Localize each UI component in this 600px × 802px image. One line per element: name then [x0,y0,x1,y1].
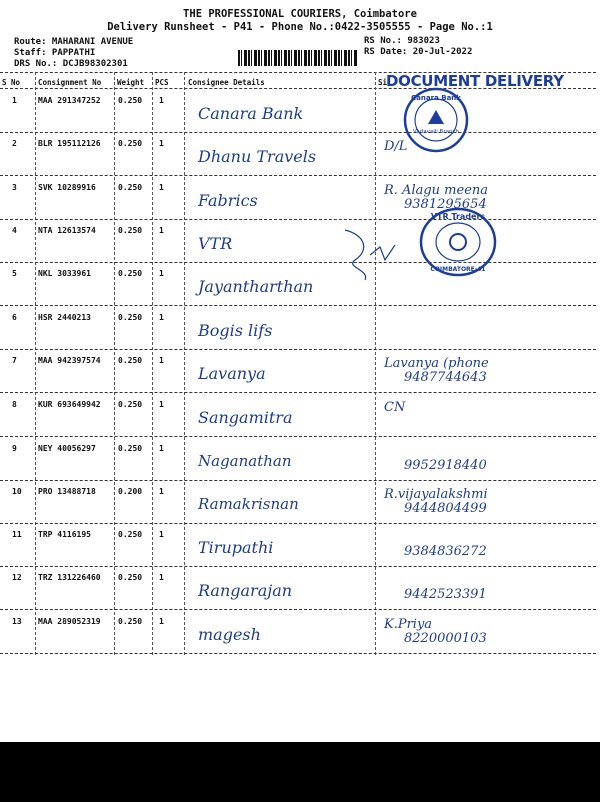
row-consignee: Bogis lifs [198,321,273,340]
rs-date-label: RS Date: 20-Jul-2022 [364,47,473,57]
row-weight: 0.250 [118,617,143,626]
row-consignee: Dhanu Travels [198,147,317,166]
col-sep [35,72,36,655]
row-pcs: 1 [159,487,164,496]
row-receiver: Lavanya (phone [384,356,489,371]
col-consignment: Consignment No [38,78,102,87]
col-weight: Weight [117,78,145,87]
row-receiver: K.Priya [384,617,433,632]
row-pcs: 1 [159,226,164,235]
row-sno: 6 [12,313,17,322]
traders-stamp-city: COIMBATORE-41 [430,266,486,273]
row-receiver-phone: 9487744643 [404,370,487,385]
row-weight: 0.250 [118,139,143,148]
row-consignment: HSR 2440213 [38,313,91,322]
row-pcs: 1 [159,356,164,365]
row-consignment: MAA 289052319 [38,617,101,626]
row-rule [0,219,596,220]
row-consignee: Sangamitra [198,408,293,427]
row-weight: 0.250 [118,356,143,365]
row-consignee: Lavanya [198,364,266,383]
row-consignment: KUR 693649942 [38,400,101,409]
row-consignee: Tirupathi [198,538,274,557]
row-consignee: Jayantharthan [198,277,314,296]
row-sno: 5 [12,269,17,278]
row-sno: 8 [12,400,17,409]
col-sno: S No [2,78,21,87]
row-rule [0,653,596,654]
row-consignee: Rangarajan [198,581,293,600]
row-weight: 0.250 [118,313,143,322]
barcode [238,50,358,66]
row-receiver-phone: 9442523391 [404,587,487,602]
row-receiver-phone: 8220000103 [404,631,487,646]
row-consignee: Ramakrisnan [198,495,299,513]
row-consignment: MAA 942397574 [38,356,101,365]
row-consignment: SVK 10289916 [38,183,96,192]
row-receiver-phone: 9384836272 [404,544,487,559]
row-consignee: Fabrics [198,191,258,210]
row-pcs: 1 [159,617,164,626]
runsheet-title: Delivery Runsheet - P41 - Phone No.:0422-3505555 - Page No.:1 [107,21,493,33]
row-weight: 0.250 [118,444,143,453]
row-receiver-phone: 9952918440 [404,458,487,473]
row-sno: 4 [12,226,17,235]
row-rule [0,609,596,610]
document-delivery-stamp: DOCUMENT DELIVERY [386,72,564,90]
row-consignee: VTR [198,234,233,253]
row-rule [0,480,596,481]
col-sep [184,72,185,655]
row-rule [0,349,596,350]
bank-stamp [402,86,470,154]
row-sno: 10 [12,487,22,496]
row-pcs: 1 [159,269,164,278]
row-sno: 2 [12,139,17,148]
traders-logo-icon [450,234,466,250]
row-sno: 3 [12,183,17,192]
runsheet-header [0,8,600,34]
row-pcs: 1 [159,96,164,105]
rs-no-label: RS No.: 983023 [364,36,440,46]
row-rule [0,262,596,263]
drs-label: DRS No.: DCJB98302301 [14,59,128,69]
row-receiver-phone: 9381295654 [404,197,487,212]
col-sep [375,72,376,655]
row-weight: 0.200 [118,487,143,496]
row-consignment: NEY 40056297 [38,444,96,453]
row-pcs: 1 [159,444,164,453]
staff-label: Staff: PAPPATHI [14,48,96,58]
row-rule [0,175,596,176]
bank-stamp-branch: Vadavalli Branch [413,129,459,135]
signature-scribble [340,225,400,285]
row-rule [0,436,596,437]
row-rule [0,132,596,133]
row-pcs: 1 [159,530,164,539]
route-label: Route: MAHARANI AVENUE [14,37,134,47]
row-weight: 0.250 [118,96,143,105]
col-sep [152,72,153,655]
row-receiver: R.vijayalakshmi [384,487,488,502]
row-pcs: 1 [159,183,164,192]
row-receiver: R. Alagu meena [384,183,489,198]
col-sign: Si [378,78,388,87]
row-sno: 12 [12,573,22,582]
row-sno: 9 [12,444,17,453]
row-weight: 0.250 [118,400,143,409]
row-rule [0,523,596,524]
row-sno: 7 [12,356,17,365]
row-weight: 0.250 [118,226,143,235]
row-consignment: BLR 195112126 [38,139,101,148]
row-pcs: 1 [159,573,164,582]
traders-stamp [418,206,498,278]
row-pcs: 1 [159,139,164,148]
row-consignment: TRZ 131226460 [38,573,101,582]
row-sno: 1 [12,96,17,105]
row-sno: 13 [12,617,22,626]
col-details: Consignee Details [188,78,265,87]
row-consignment: MAA 291347252 [38,96,101,105]
bank-stamp-name: Canara Bank [411,94,461,102]
row-receiver: D/L [384,139,408,154]
col-sep [114,72,115,655]
row-receiver-phone: 9444804499 [404,501,487,516]
row-weight: 0.250 [118,573,143,582]
row-weight: 0.250 [118,269,143,278]
company-title: THE PROFESSIONAL COURIERS, Coimbatore [183,8,417,20]
row-sno: 11 [12,530,22,539]
row-pcs: 1 [159,400,164,409]
row-consignment: PRO 13488718 [38,487,96,496]
row-weight: 0.250 [118,530,143,539]
row-consignee: Naganathan [198,452,292,470]
row-consignment: NKL 3033961 [38,269,91,278]
row-receiver: CN [384,400,406,415]
col-pcs: PCS [155,78,169,87]
row-rule [0,566,596,567]
rs-info [364,36,472,58]
traders-stamp-name: VTR Traders [430,212,486,221]
row-weight: 0.250 [118,183,143,192]
row-rule [0,392,596,393]
row-pcs: 1 [159,313,164,322]
route-info [14,37,133,70]
row-rule [0,305,596,306]
row-consignee: magesh [198,625,261,644]
bank-logo-icon [428,110,444,124]
row-consignment: NTA 12613574 [38,226,96,235]
scan-edge [0,742,600,802]
row-consignee: Canara Bank [198,104,304,123]
row-consignment: TRP 4116195 [38,530,91,539]
